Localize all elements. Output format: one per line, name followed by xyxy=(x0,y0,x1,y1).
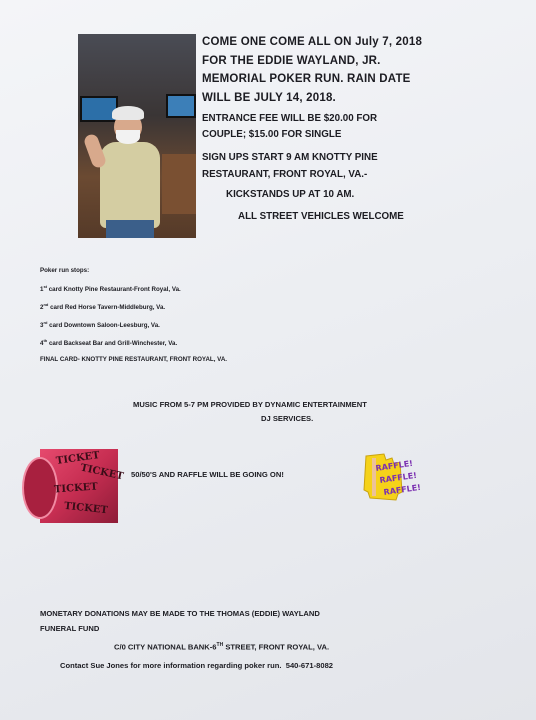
raffle-text: 50/50'S AND RAFFLE WILL BE GOING ON! xyxy=(131,470,284,479)
bank-sup: TH xyxy=(216,642,224,648)
event-announcement xyxy=(202,33,462,107)
ticket-word: TICKET xyxy=(79,462,125,483)
poker-run-stops xyxy=(40,267,360,363)
signups xyxy=(202,149,472,183)
stop-item xyxy=(40,338,360,347)
fee-line-2: COUPLE; $15.00 FOR SINGLE xyxy=(202,129,342,140)
fee-line-1: ENTRANCE FEE WILL BE $20.00 FOR xyxy=(202,113,378,124)
eddie-photo xyxy=(78,34,196,238)
final-card: FINAL CARD- KNOTTY PINE RESTAURANT, FRONT ROYAL, VA. xyxy=(40,356,228,364)
stop-item xyxy=(40,320,360,329)
stop-sup: nd xyxy=(43,302,49,308)
ticket-word: TICKET xyxy=(53,481,99,496)
music-line-1: MUSIC FROM 5-7 PM PROVIDED BY DYNAMIC ENTERTAINMENT xyxy=(133,400,367,409)
ticket-word: TICKET xyxy=(63,500,109,517)
stop-num: 2 xyxy=(40,304,44,312)
header-line-1: COME ONE COME ALL ON July 7, 2018 xyxy=(202,36,423,48)
signups-line-2: RESTAURANT, FRONT ROYAL, VA.- xyxy=(202,169,368,180)
ticket-word: TICKET xyxy=(55,450,101,467)
music-info xyxy=(133,398,453,426)
music-line-2: DJ SERVICES. xyxy=(261,414,314,423)
stop-num: 3 xyxy=(40,322,44,330)
header-line-3: MEMORIAL POKER RUN. RAIN DATE xyxy=(202,73,411,85)
signups-line-1: SIGN UPS START 9 AM KNOTTY PINE xyxy=(202,152,378,163)
stop-sup: rd xyxy=(43,320,48,326)
stop-sup: st xyxy=(43,284,48,289)
vehicles-text: ALL STREET VEHICLES WELCOME xyxy=(238,211,404,222)
header-line-2: FOR THE EDDIE WAYLAND, JR. xyxy=(202,54,381,67)
contact-info: Contact Sue Jones for more information regarding poker run. 540-671-8082 xyxy=(60,661,334,670)
bank-address xyxy=(114,642,329,652)
stop-text: card Backseat Bar and Grill-Winchester, Va. xyxy=(47,340,178,348)
stop-text: card Red Horse Tavern-Middleburg, Va. xyxy=(48,304,166,312)
stop-text: card Knotty Pine Restaurant-Front Royal, Va. xyxy=(47,286,181,294)
header-line-4: WILL BE JULY 14, 2018. xyxy=(202,91,336,104)
stop-num: 1 xyxy=(40,286,44,294)
kickstands-text: KICKSTANDS UP AT 10 AM. xyxy=(226,189,355,200)
stop-num: 4 xyxy=(40,340,44,348)
stop-item xyxy=(40,284,360,293)
stop-sup: th xyxy=(43,338,48,344)
bank-pre: C/0 CITY NATIONAL BANK-6 xyxy=(114,642,217,652)
raffle-word-3: RAFFLE! xyxy=(383,482,422,497)
stop-item xyxy=(40,302,360,311)
bank-post: STREET, FRONT ROYAL, VA. xyxy=(223,642,330,652)
donations-line-2: FUNERAL FUND xyxy=(40,624,100,633)
stop-text: card Downtown Saloon-Leesburg, Va. xyxy=(47,322,160,330)
raffle-word-2: RAFFLE! xyxy=(379,470,418,485)
stops-heading: Poker run stops: xyxy=(40,267,90,274)
tickets-image xyxy=(40,449,125,523)
entrance-fee xyxy=(202,111,462,143)
donations-line-1: MONETARY DONATIONS MAY BE MADE TO THE THOMAS (EDDIE) WAYLAND xyxy=(40,609,320,618)
donations xyxy=(40,606,500,636)
raffle-clipart xyxy=(362,452,442,502)
raffle-word-1: RAFFLE! xyxy=(375,458,414,473)
